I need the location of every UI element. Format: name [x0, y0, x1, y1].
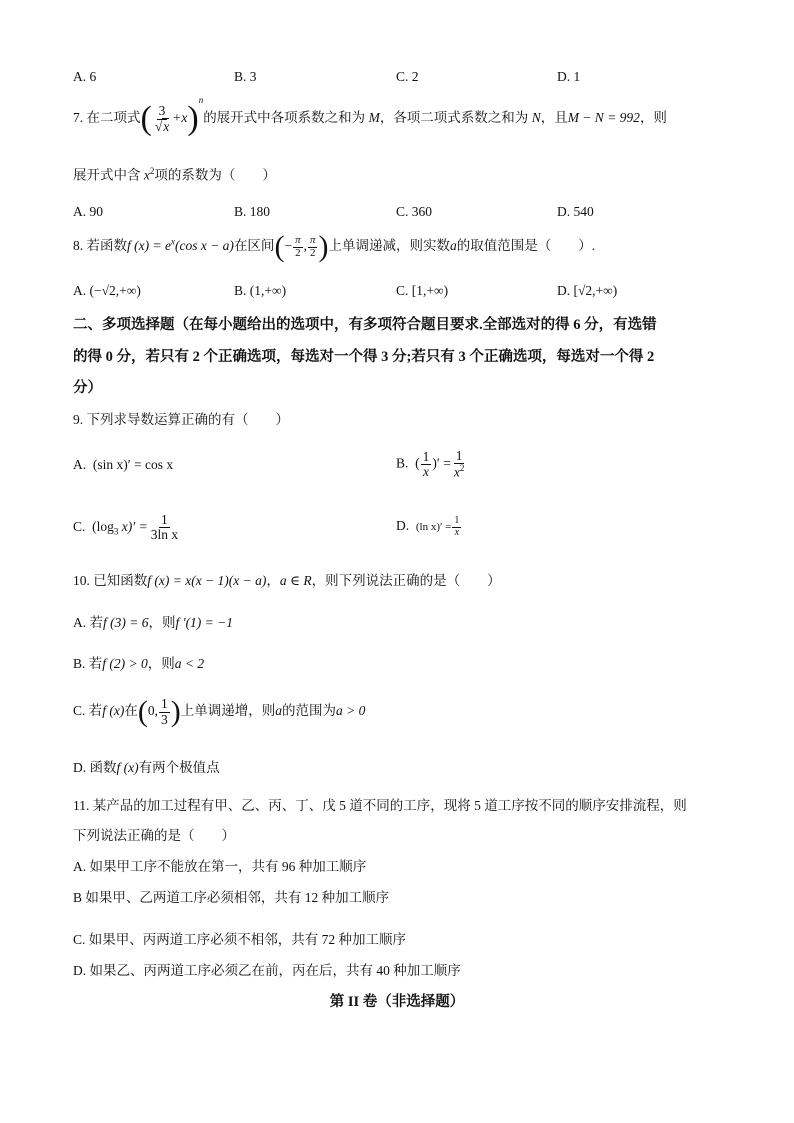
q8-a: a [449, 238, 457, 254]
q7-stem: 7. 在二项式( $\frac{3}{√x}$ +x)$^n$的展开式中各项系数之和为 M，各项二项式系数之和为 N，且M − N = 992，则 [73, 94, 667, 137]
q9-b-close: )′ = [432, 455, 451, 471]
q8-pi-2: π [309, 233, 316, 246]
q10-c-open: 0, [147, 703, 158, 719]
q9-d-frac [452, 516, 461, 538]
q9-b-open: ( [415, 455, 420, 471]
q9-c-expr: (log [92, 518, 114, 534]
q11-option-a: A. 如果甲工序不能放在第一，共有 96 种加工顺序 [73, 859, 367, 874]
q10-c-one: 1 [161, 696, 168, 712]
q10-stem-c: a ∈ R [279, 573, 312, 588]
q8-two-1: 2 [295, 246, 301, 259]
q7-plus-x: +x [172, 110, 188, 126]
q10-option-d [73, 761, 220, 775]
q9-c-den: 3ln x [150, 527, 179, 543]
q9-b-frac2 [452, 449, 467, 480]
q9-option-a [73, 458, 173, 472]
q10-a-b: ，则 [148, 615, 176, 630]
q11-line1: 11. 某产品的加工过程有甲、乙、丙、丁、戊 5 道不同的工序，现将 5 道工序按不同的顺序安排流程，则 [73, 798, 687, 813]
q10-a-expr2: f ′(1) = −1 [175, 615, 234, 630]
q7-prefix: 7. 在二项式 [73, 110, 141, 126]
q10-stem-d: ，则下列说法正确的是（ ） [311, 573, 501, 588]
q7-line2-a: 展开式中含 [73, 167, 141, 183]
q8-pi-1: π [295, 233, 301, 246]
section2-line2: 的得 0 分，若只有 2 个正确选项，每选对一个得 3 分;若只有 3 个正确选项，每选对一个得 2 [73, 349, 655, 365]
q10-c-frac [159, 697, 170, 726]
q7-line2-b: 项的系数为（ ） [154, 167, 276, 183]
q9-b-one: 1 [422, 448, 430, 464]
q7-mid3: ，且 [540, 110, 568, 126]
q10-b-expr: f (2) > 0 [102, 656, 148, 671]
q10-c-aa: a [275, 703, 282, 719]
q9-b-x2: x [453, 464, 460, 480]
q8-option-c: C. [1,+∞) [396, 283, 449, 298]
q7-mid1: 的展开式中各项系数之和为 [203, 110, 366, 126]
q7-line2 [73, 167, 276, 182]
q10-option-a [73, 616, 233, 630]
q10-d-expr: f (x) [116, 760, 139, 775]
section2-line3: 分） [73, 380, 102, 396]
q10-option-c: C. 若f (x)在(0, $\frac{1}{3}$ )上单调递增，则a的范围为a > 0 [73, 695, 366, 728]
q8-after: 上单调递减，则实数 [328, 238, 450, 254]
q10-c-expr: f (x) [102, 703, 125, 719]
q10-c-c: 上单调递增，则 [180, 703, 276, 719]
q8-frac-right [308, 235, 318, 259]
q10-b-expr2: a < 2 [174, 656, 205, 671]
q9-option-c [73, 513, 181, 542]
q7-frac-den: x [163, 118, 170, 134]
q10-stem-b: ， [266, 573, 280, 588]
q10-a-expr: f (3) = 6 [103, 615, 149, 630]
q10-c-a: C. 若 [73, 703, 103, 719]
q8-neg: − [284, 238, 293, 254]
q9-a-expr: (sin x)′ = cos x [92, 457, 174, 472]
q9-c-rest: x)′ = [118, 518, 148, 534]
q9-b-exp: 2 [459, 463, 465, 474]
q9-c-frac [149, 513, 180, 542]
q10-stem-a: 10. 已知函数 [73, 573, 148, 588]
q8-end: 的取值范围是（ ）. [456, 238, 596, 254]
q7-m: M [368, 110, 380, 126]
q9-stem: 9. 下列求导数运算正确的有（ ） [73, 412, 289, 427]
q10-c-d: 的范围为 [282, 703, 336, 719]
q8-option-d: D. [√2,+∞) [557, 283, 618, 298]
q8-comma: , [303, 238, 307, 254]
q8-option-b: B. (1,+∞) [234, 283, 287, 298]
q7-frac-num: 3 [158, 103, 166, 119]
q9-b-frac1 [421, 450, 432, 479]
q6-option-a: A. 6 [73, 69, 97, 84]
q7-n: N [531, 110, 541, 126]
q7-option-b: B. 180 [234, 204, 271, 219]
q7-option-c: C. 360 [396, 204, 433, 219]
q7-exponent: n [198, 94, 204, 105]
q9-b-x: x [423, 463, 430, 479]
q9-b-label: B. [396, 455, 409, 471]
q10-b-b: ，则 [147, 656, 175, 671]
q7-option-d: D. 540 [557, 204, 594, 219]
q9-c-one: 1 [161, 512, 168, 527]
q10-b-a: B. 若 [73, 656, 103, 671]
q10-c-three: 3 [161, 711, 168, 727]
q11-option-d: D. 如果乙、丙两道工序必须乙在前，丙在后，共有 40 种加工顺序 [73, 963, 461, 978]
q8-func: f (x) = e [127, 238, 171, 254]
q10-stem [73, 574, 501, 588]
q10-d-a: D. 函数 [73, 760, 117, 775]
q10-a-a: A. 若 [73, 615, 103, 630]
q9-b-one-2: 1 [455, 448, 463, 463]
q9-d-label: D. [396, 518, 410, 534]
q7-mid2: ，各项二项式系数之和为 [379, 110, 529, 126]
q11-option-b: B 如果甲、乙两道工序必须相邻，共有 12 种加工顺序 [73, 890, 390, 905]
q8-prefix: 8. 若函数 [73, 238, 127, 254]
q9-d-expr: (ln x)′ = [415, 521, 452, 534]
q7-x-exp: 2 [149, 166, 155, 176]
q9-option-d [396, 516, 462, 538]
part2-title: 第 II 卷（非选择题） [329, 994, 465, 1010]
q10-c-expr2: a > 0 [336, 703, 366, 719]
q7-condition: M − N = 992 [567, 110, 640, 126]
q9-d-one: 1 [454, 515, 460, 526]
q9-option-b [396, 449, 467, 480]
q7-x: x [143, 167, 150, 183]
q7-option-a: A. 90 [73, 204, 103, 219]
q8-mid: 在区间 [233, 238, 275, 254]
q6-option-c: C. 2 [396, 69, 419, 84]
q9-d-x: x [454, 526, 460, 538]
q7-end: ，则 [639, 110, 667, 126]
q9-c-label: C. [73, 518, 86, 534]
section2-line1: 二、多项选择题（在每小题给出的选项中，有多项符合题目要求.全部选对的得 6 分，有选错 [73, 317, 657, 333]
q10-d-b: 有两个极值点 [138, 760, 220, 775]
q6-option-d: D. 1 [557, 69, 581, 84]
q8-func-rest: (cos x − a) [174, 238, 234, 254]
q8-option-a: A. (−√2,+∞) [73, 283, 141, 298]
q10-stem-expr: f (x) = x(x − 1)(x − a) [147, 573, 267, 588]
q8-two-2: 2 [309, 246, 316, 259]
q6-option-b: B. 3 [234, 69, 257, 84]
q8-frac-left [293, 235, 303, 259]
q8-stem: 8. 若函数f $(x) = e^x(\cos$ x − a)在区间(− $\frac{\pi}{2}$ , $\frac{\pi}{2}$ )上单调递减，则实数a的取值范围是（ ）. [73, 230, 596, 263]
q10-c-b: 在 [124, 703, 138, 719]
q11-option-c: C. 如果甲、丙两道工序必须不相邻，共有 72 种加工顺序 [73, 932, 407, 947]
q9-a-label: A. [73, 457, 87, 472]
q10-option-b [73, 657, 204, 671]
q8-func-exp: x [170, 236, 175, 247]
q9-c-sub: 3 [113, 526, 119, 537]
q7-fraction: $\frac{3}{√x}$ [154, 103, 170, 134]
q11-line2: 下列说法正确的是（ ） [73, 828, 235, 843]
